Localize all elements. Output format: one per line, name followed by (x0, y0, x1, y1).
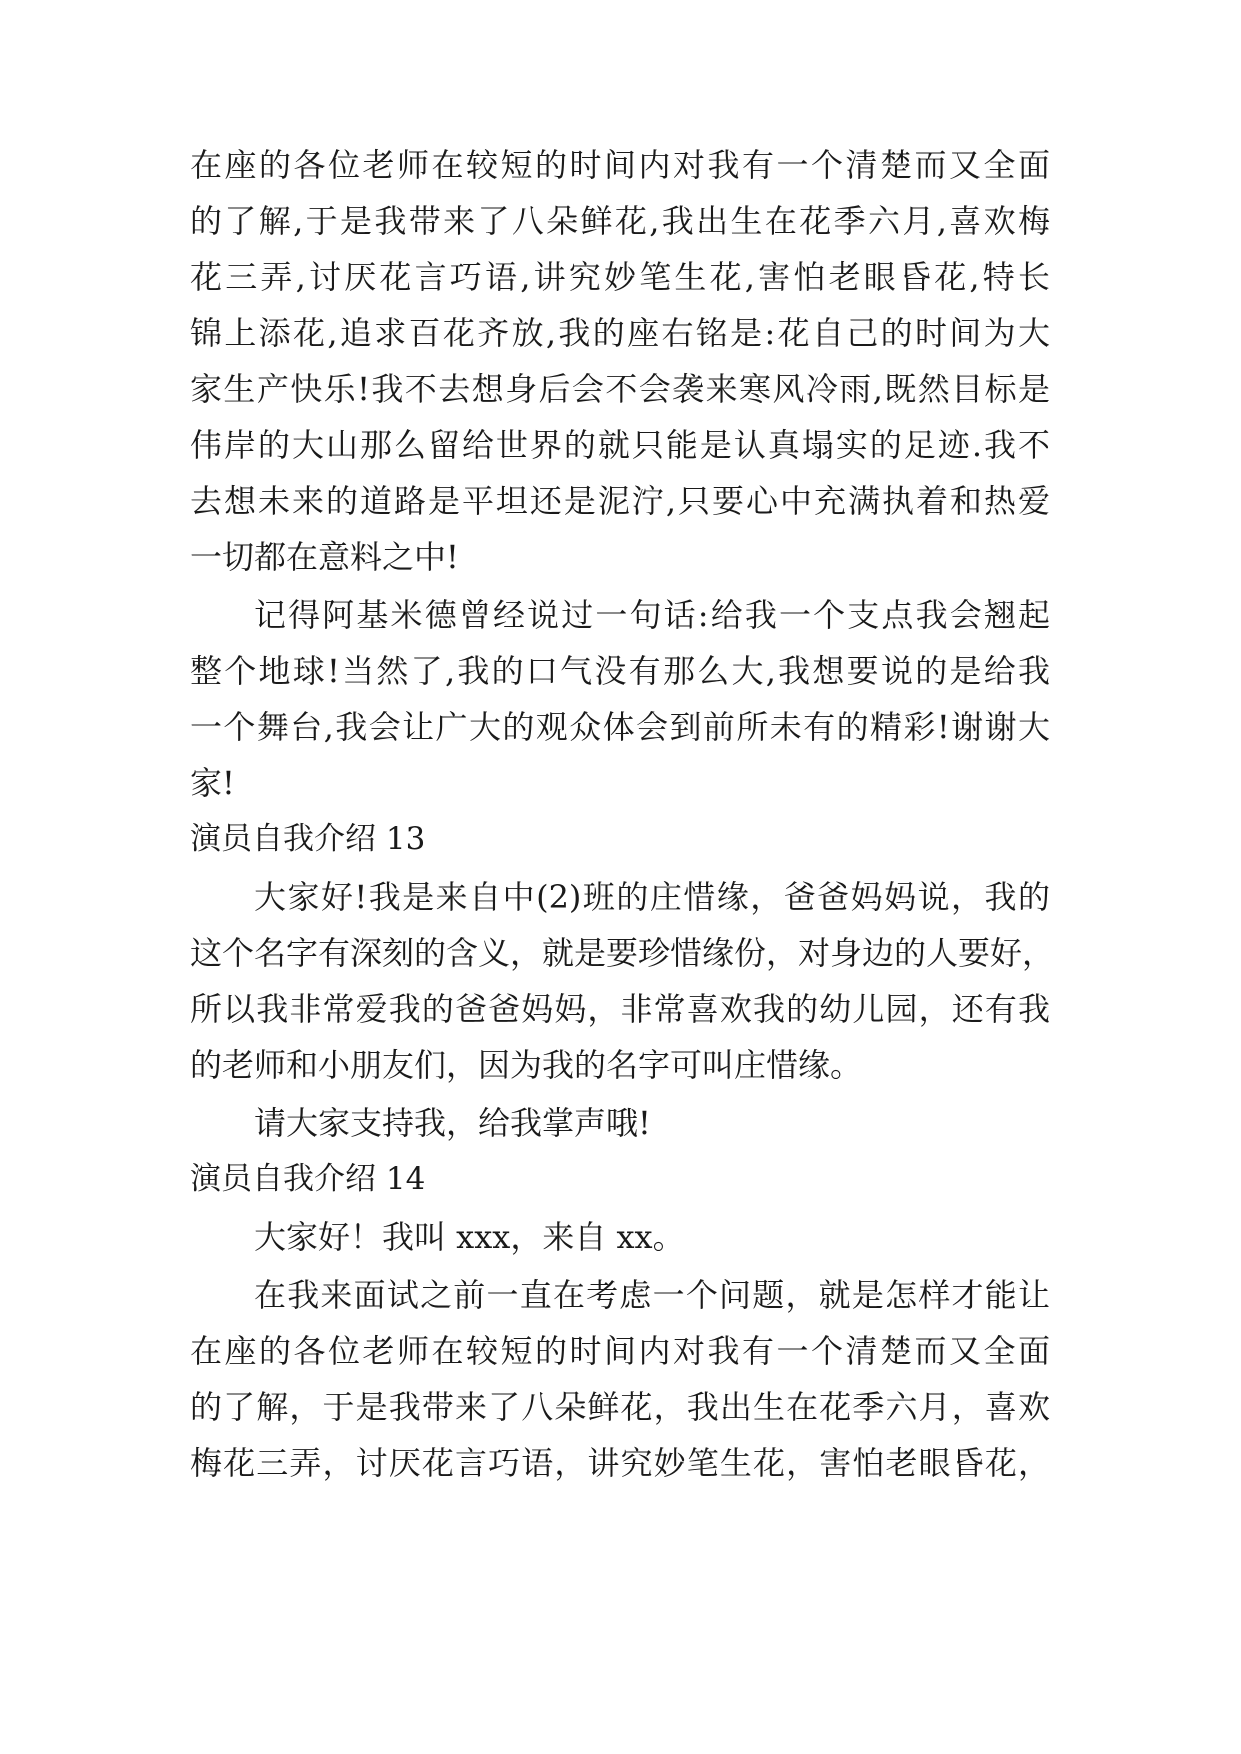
body-text-line: 在座的各位老师在较短的时间内对我有一个清楚而又全面 (190, 1332, 1050, 1370)
body-text-line: 的老师和小朋友们，因为我的名字可叫庄惜缘。 (190, 1046, 863, 1084)
body-text-line: 一个舞台,我会让广大的观众体会到前所未有的精彩!谢谢大 (190, 708, 1050, 746)
body-text-line: 家生产快乐!我不去想身后会不会袭来寒风冷雨,既然目标是 (190, 370, 1050, 408)
body-text-line: 花三弄,讨厌花言巧语,讲究妙笔生花,害怕老眼昏花,特长 (190, 258, 1050, 296)
body-text-line: 伟岸的大山那么留给世界的就只能是认真塌实的足迹.我不 (190, 426, 1050, 464)
paragraph-first-line: 大家好!我是来自中(2)班的庄惜缘，爸爸妈妈说，我的 (254, 878, 1050, 916)
body-text-line: 所以我非常爱我的爸爸妈妈，非常喜欢我的幼儿园，还有我 (190, 990, 1050, 1028)
body-text-line: 家! (190, 764, 235, 802)
body-text-line: 在座的各位老师在较短的时间内对我有一个清楚而又全面 (190, 146, 1050, 184)
body-text-line: 一切都在意料之中! (190, 538, 459, 576)
body-text-line: 梅花三弄，讨厌花言巧语，讲究妙笔生花，害怕老眼昏花， (190, 1444, 1050, 1482)
section-heading: 演员自我介绍 13 (190, 821, 426, 857)
body-text-line: 锦上添花,追求百花齐放,我的座右铭是:花自己的时间为大 (190, 314, 1050, 352)
body-text-line: 这个名字有深刻的含义，就是要珍惜缘份，对身边的人要好， (190, 934, 1055, 972)
paragraph-first-line: 在我来面试之前一直在考虑一个问题，就是怎样才能让 (254, 1276, 1050, 1314)
paragraph-first-line: 请大家支持我，给我掌声哦! (254, 1104, 651, 1142)
section-heading: 演员自我介绍 14 (190, 1161, 426, 1197)
paragraph-first-line: 大家好！我叫 xxx，来自 xx。 (254, 1218, 685, 1256)
body-text-line: 的了解,于是我带来了八朵鲜花,我出生在花季六月,喜欢梅 (190, 202, 1050, 240)
body-text-line: 整个地球!当然了,我的口气没有那么大,我想要说的是给我 (190, 652, 1050, 690)
body-text-line: 去想未来的道路是平坦还是泥泞,只要心中充满执着和热爱 (190, 482, 1050, 520)
paragraph-first-line: 记得阿基米德曾经说过一句话:给我一个支点我会翘起 (254, 596, 1050, 634)
body-text-line: 的了解，于是我带来了八朵鲜花，我出生在花季六月，喜欢 (190, 1388, 1050, 1426)
